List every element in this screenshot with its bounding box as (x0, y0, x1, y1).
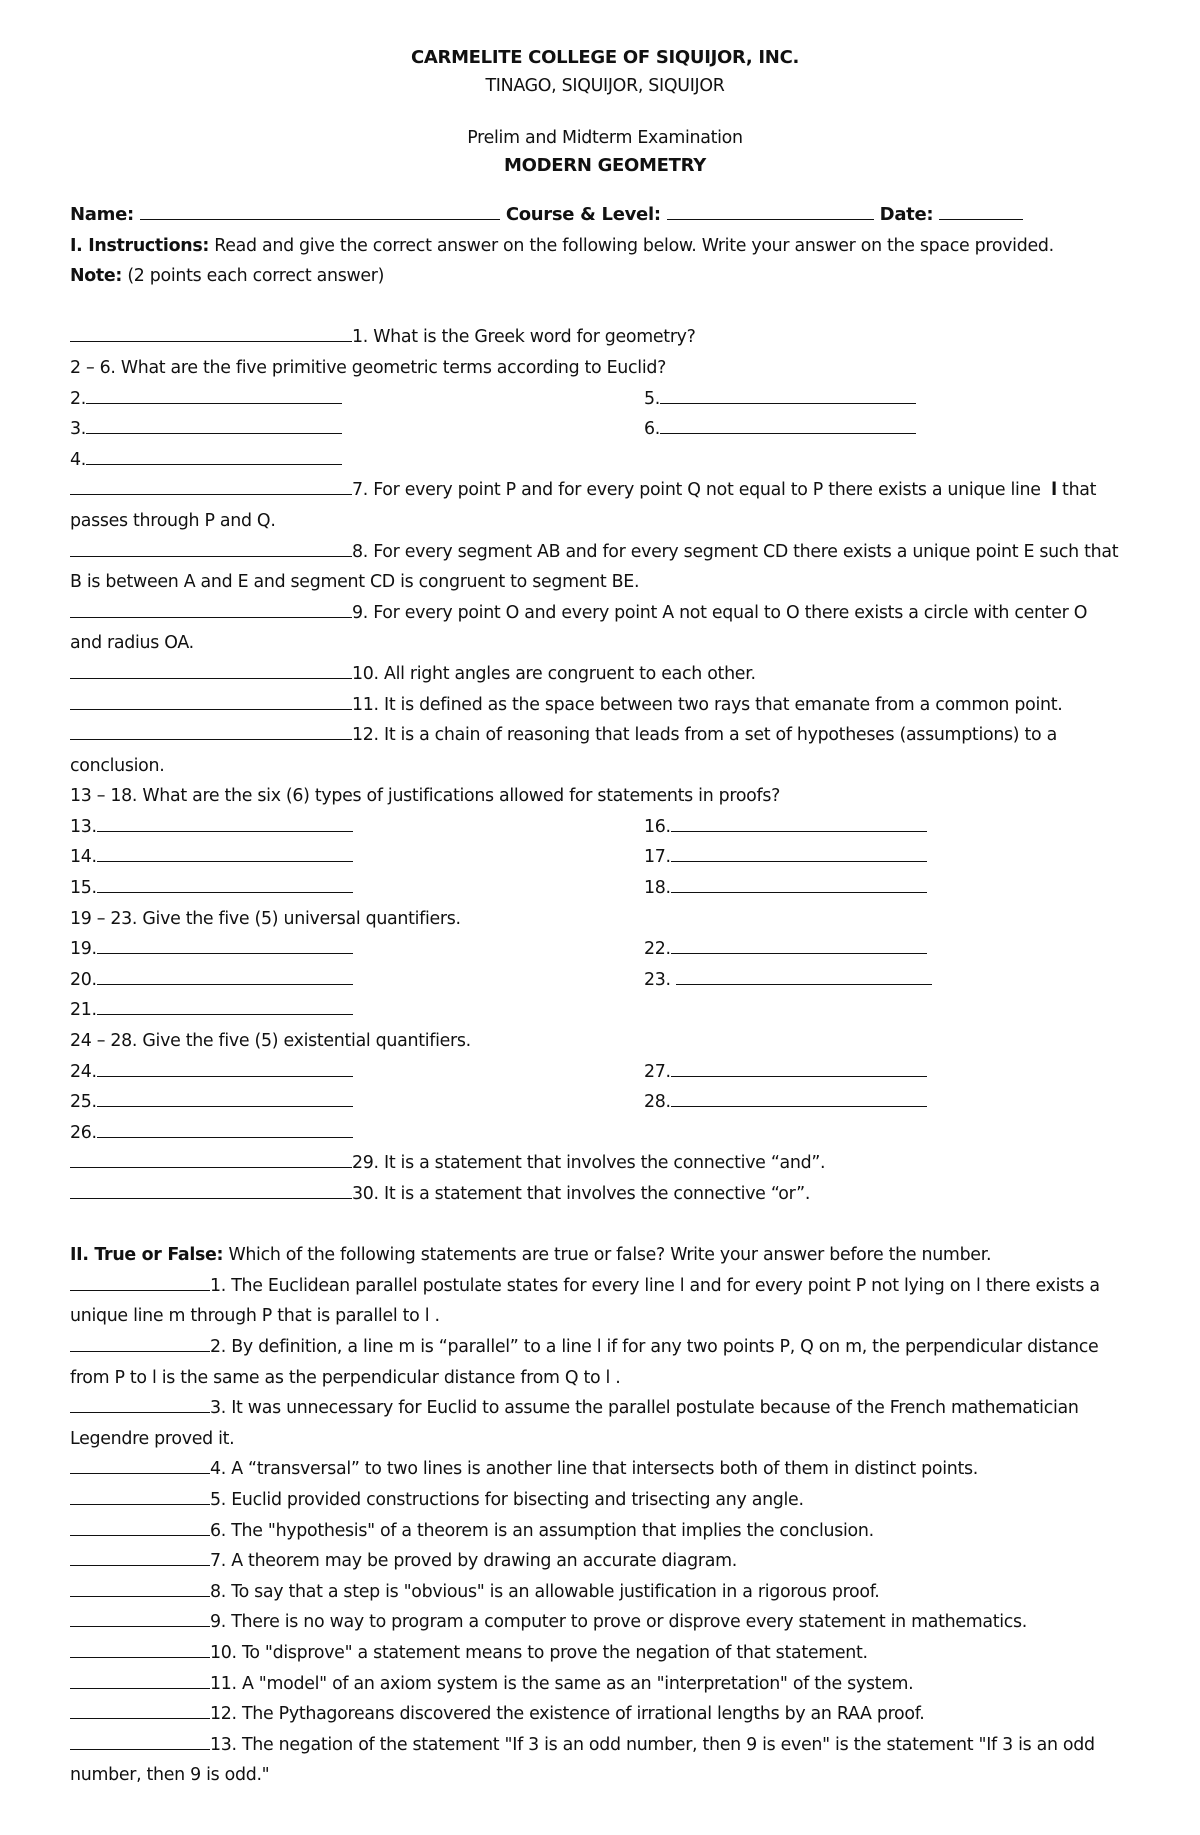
question-2-6: 2 – 6. What are the five primitive geometric terms according to Euclid? (70, 357, 667, 378)
row-3-6 (70, 414, 1140, 445)
question-7 (70, 475, 1140, 506)
answer-blank[interactable] (660, 415, 916, 434)
row-19-22 (70, 934, 1140, 965)
question-text: 9. There is no way to program a computer to prove or disprove every statement in mathematics. (210, 1612, 1028, 1633)
question-text: 30. It is a statement that involves the connective “or”. (352, 1184, 811, 1204)
answer-blank[interactable] (671, 813, 927, 832)
item-number: 23. (644, 969, 671, 990)
part2-text: Which of the following statements are true or false? Write your answer before the number. (228, 1245, 992, 1266)
answer-blank[interactable] (660, 385, 916, 404)
item-number: 22. (644, 939, 671, 960)
question-text: 8. To say that a step is "obvious" is an allowable justification in a rigorous proof. (210, 1581, 880, 1602)
tf-question-1-cont: unique line m through P that is parallel to l . (70, 1306, 440, 1327)
tf-question-10 (70, 1638, 1140, 1669)
question-text: 1. What is the Greek word for geometry? (352, 327, 696, 348)
answer-blank[interactable] (70, 1180, 352, 1199)
answer-blank[interactable] (86, 415, 342, 434)
answer-blank[interactable] (97, 935, 353, 954)
answer-blank[interactable] (70, 1149, 352, 1168)
row-25-28 (70, 1087, 1140, 1118)
answer-blank[interactable] (97, 1119, 353, 1138)
row-14-17 (70, 842, 1140, 873)
answer-blank[interactable] (671, 1088, 927, 1107)
subject-title: MODERN GEOMETRY (504, 155, 706, 176)
answer-blank[interactable] (70, 538, 352, 557)
row-20-23 (70, 965, 1140, 996)
question-19-23: 19 – 23. Give the five (5) universal quantifiers. (70, 908, 461, 929)
question-8-cont: B is between A and E and segment CD is congruent to segment BE. (70, 572, 640, 593)
note-text: (2 points each correct answer) (127, 266, 385, 287)
answer-blank[interactable] (70, 1486, 210, 1505)
tf-question-12 (70, 1699, 1140, 1730)
answer-blank[interactable] (70, 599, 352, 618)
answer-blank[interactable] (70, 1394, 210, 1413)
row-26 (70, 1118, 1140, 1149)
row-4 (70, 445, 1140, 476)
answer-blank[interactable] (70, 1700, 210, 1719)
tf-question-2 (70, 1332, 1140, 1363)
question-text: 4. A “transversal” to two lines is another line that intersects both of them in distinct points. (210, 1459, 979, 1480)
tf-question-4 (70, 1454, 1140, 1485)
item-number: 27. (644, 1061, 671, 1082)
question-8 (70, 537, 1140, 568)
question-9 (70, 598, 1140, 629)
question-text: 12. The Pythagoreans discovered the existence of irrational lengths by an RAA proof. (210, 1704, 925, 1725)
answer-blank[interactable] (70, 1731, 210, 1750)
question-text: 29. It is a statement that involves the connective “and”. (352, 1153, 826, 1174)
line-symbol: l (1051, 480, 1057, 501)
school-address: TINAGO, SIQUIJOR, SIQUIJOR (485, 76, 725, 96)
answer-blank[interactable] (97, 843, 353, 862)
row-2-5 (70, 384, 1140, 415)
item-number: 13. (70, 816, 97, 837)
question-30 (70, 1179, 1140, 1210)
answer-blank[interactable] (671, 935, 927, 954)
tf-question-1 (70, 1271, 1140, 1302)
item-number: 3. (70, 419, 86, 440)
question-13-18: 13 – 18. What are the six (6) types of justifications allowed for statements in proofs? (70, 786, 781, 807)
question-text: 3. It was unnecessary for Euclid to assume the parallel postulate because of the French mathematician (210, 1398, 1079, 1419)
question-text-end: that (1062, 480, 1097, 501)
question-text: 10. All right angles are congruent to each other. (352, 663, 756, 684)
note (70, 261, 1140, 292)
tf-question-13-cont: number, then 9 is odd." (70, 1765, 270, 1786)
answer-blank[interactable] (86, 446, 342, 465)
answer-blank[interactable] (70, 476, 352, 495)
item-number: 18. (644, 878, 671, 899)
tf-question-6 (70, 1516, 1140, 1547)
instructions-label: I. Instructions: (70, 235, 210, 256)
answer-blank[interactable] (86, 385, 342, 404)
answer-blank[interactable] (70, 323, 352, 342)
tf-question-2-cont: from P to l is the same as the perpendicular distance from Q to l . (70, 1367, 621, 1388)
answer-blank[interactable] (671, 1058, 927, 1077)
question-text: 7. A theorem may be proved by drawing an accurate diagram. (210, 1551, 738, 1572)
item-number: 20. (70, 969, 97, 990)
part2-instructions (70, 1240, 1140, 1271)
question-text: 11. It is defined as the space between two rays that emanate from a common point. (352, 694, 1063, 715)
question-text: 9. For every point O and every point A not equal to O there exists a circle with center O (352, 602, 1088, 623)
question-text: 12. It is a chain of reasoning that leads from a set of hypotheses (assumptions) to a (352, 725, 1057, 746)
item-number: 25. (70, 1092, 97, 1113)
answer-blank[interactable] (97, 813, 353, 832)
answer-blank[interactable] (97, 1088, 353, 1107)
question-text: 11. A "model" of an axiom system is the same as an "interpretation" of the system. (210, 1673, 914, 1694)
question-12-cont: conclusion. (70, 755, 165, 776)
part2-label: II. True or False: (70, 1245, 224, 1266)
answer-blank[interactable] (70, 1517, 210, 1536)
question-29 (70, 1148, 1140, 1179)
question-text: 10. To "disprove" a statement means to prove the negation of that statement. (210, 1642, 868, 1663)
row-21 (70, 995, 1140, 1026)
row-24-27 (70, 1057, 1140, 1088)
question-text: 6. The "hypothesis" of a theorem is an assumption that implies the conclusion. (210, 1520, 874, 1541)
tf-question-5 (70, 1485, 1140, 1516)
answer-blank[interactable] (70, 1333, 210, 1352)
answer-blank[interactable] (676, 966, 932, 985)
item-number: 24. (70, 1061, 97, 1082)
tf-question-8 (70, 1577, 1140, 1608)
tf-question-7 (70, 1546, 1140, 1577)
question-24-28: 24 – 28. Give the five (5) existential quantifiers. (70, 1031, 471, 1052)
question-12 (70, 720, 1140, 751)
question-text: 7. For every point P and for every point Q not equal to P there exists a unique line (352, 480, 1041, 501)
question-7-cont: passes through P and Q. (70, 510, 276, 531)
tf-question-3-cont: Legendre proved it. (70, 1428, 235, 1449)
answer-blank[interactable] (70, 1578, 210, 1597)
school-name: CARMELITE COLLEGE OF SIQUIJOR, INC. (410, 47, 800, 68)
question-text: 8. For every segment AB and for every segment CD there exists a unique point E such that (352, 541, 1119, 562)
item-number: 17. (644, 847, 671, 868)
item-number: 5. (644, 388, 660, 409)
question-text: 2. By definition, a line m is “parallel” to a line l if for any two points P, Q on m, the perpendicular distance (210, 1336, 1099, 1357)
date-field[interactable] (939, 201, 1023, 220)
item-number: 21. (70, 1000, 97, 1021)
date-label: Date: (879, 204, 934, 225)
item-number: 26. (70, 1122, 97, 1143)
item-number: 14. (70, 847, 97, 868)
question-text: 13. The negation of the statement "If 3 is an odd number, then 9 is even" is the statement "If 3 is an odd (210, 1734, 1095, 1755)
row-15-18 (70, 873, 1140, 904)
exam-title: Prelim and Midterm Examination (467, 128, 743, 148)
note-label: Note: (70, 266, 123, 287)
answer-blank[interactable] (97, 1058, 353, 1077)
course-field[interactable] (667, 201, 874, 220)
answer-blank[interactable] (671, 843, 927, 862)
course-label: Course & Level: (505, 204, 661, 225)
tf-question-3 (70, 1393, 1140, 1424)
question-1 (70, 322, 1140, 353)
name-field[interactable] (140, 201, 500, 220)
exam-page (70, 44, 1140, 1791)
question-text: 5. Euclid provided constructions for bisecting and trisecting any angle. (210, 1489, 804, 1510)
student-info-row (70, 200, 1140, 231)
instructions (70, 231, 1140, 262)
answer-blank[interactable] (70, 1455, 210, 1474)
item-number: 4. (70, 449, 86, 470)
question-11 (70, 690, 1140, 721)
answer-blank[interactable] (70, 1272, 210, 1291)
row-13-16 (70, 812, 1140, 843)
answer-blank[interactable] (70, 721, 352, 740)
instructions-text: Read and give the correct answer on the following below. Write your answer on the space provided. (214, 235, 1054, 256)
tf-question-9 (70, 1607, 1140, 1638)
question-10 (70, 659, 1140, 690)
item-number: 19. (70, 939, 97, 960)
answer-blank[interactable] (97, 966, 353, 985)
answer-blank[interactable] (97, 874, 353, 893)
question-text: 1. The Euclidean parallel postulate states for every line l and for every point P not lying on l there exists a (210, 1275, 1100, 1296)
question-9-cont: and radius OA. (70, 633, 194, 654)
name-label: Name: (70, 204, 134, 225)
answer-blank[interactable] (70, 691, 352, 710)
tf-question-13 (70, 1730, 1140, 1761)
answer-blank[interactable] (70, 1639, 210, 1658)
item-number: 16. (644, 816, 671, 837)
answer-blank[interactable] (70, 1547, 210, 1566)
answer-blank[interactable] (70, 1608, 210, 1627)
item-number: 2. (70, 388, 86, 409)
item-number: 6. (644, 419, 660, 440)
answer-blank[interactable] (97, 996, 353, 1015)
answer-blank[interactable] (70, 1670, 210, 1689)
item-number: 28. (644, 1092, 671, 1113)
tf-question-11 (70, 1669, 1140, 1700)
item-number: 15. (70, 878, 97, 899)
answer-blank[interactable] (70, 660, 352, 679)
answer-blank[interactable] (671, 874, 927, 893)
